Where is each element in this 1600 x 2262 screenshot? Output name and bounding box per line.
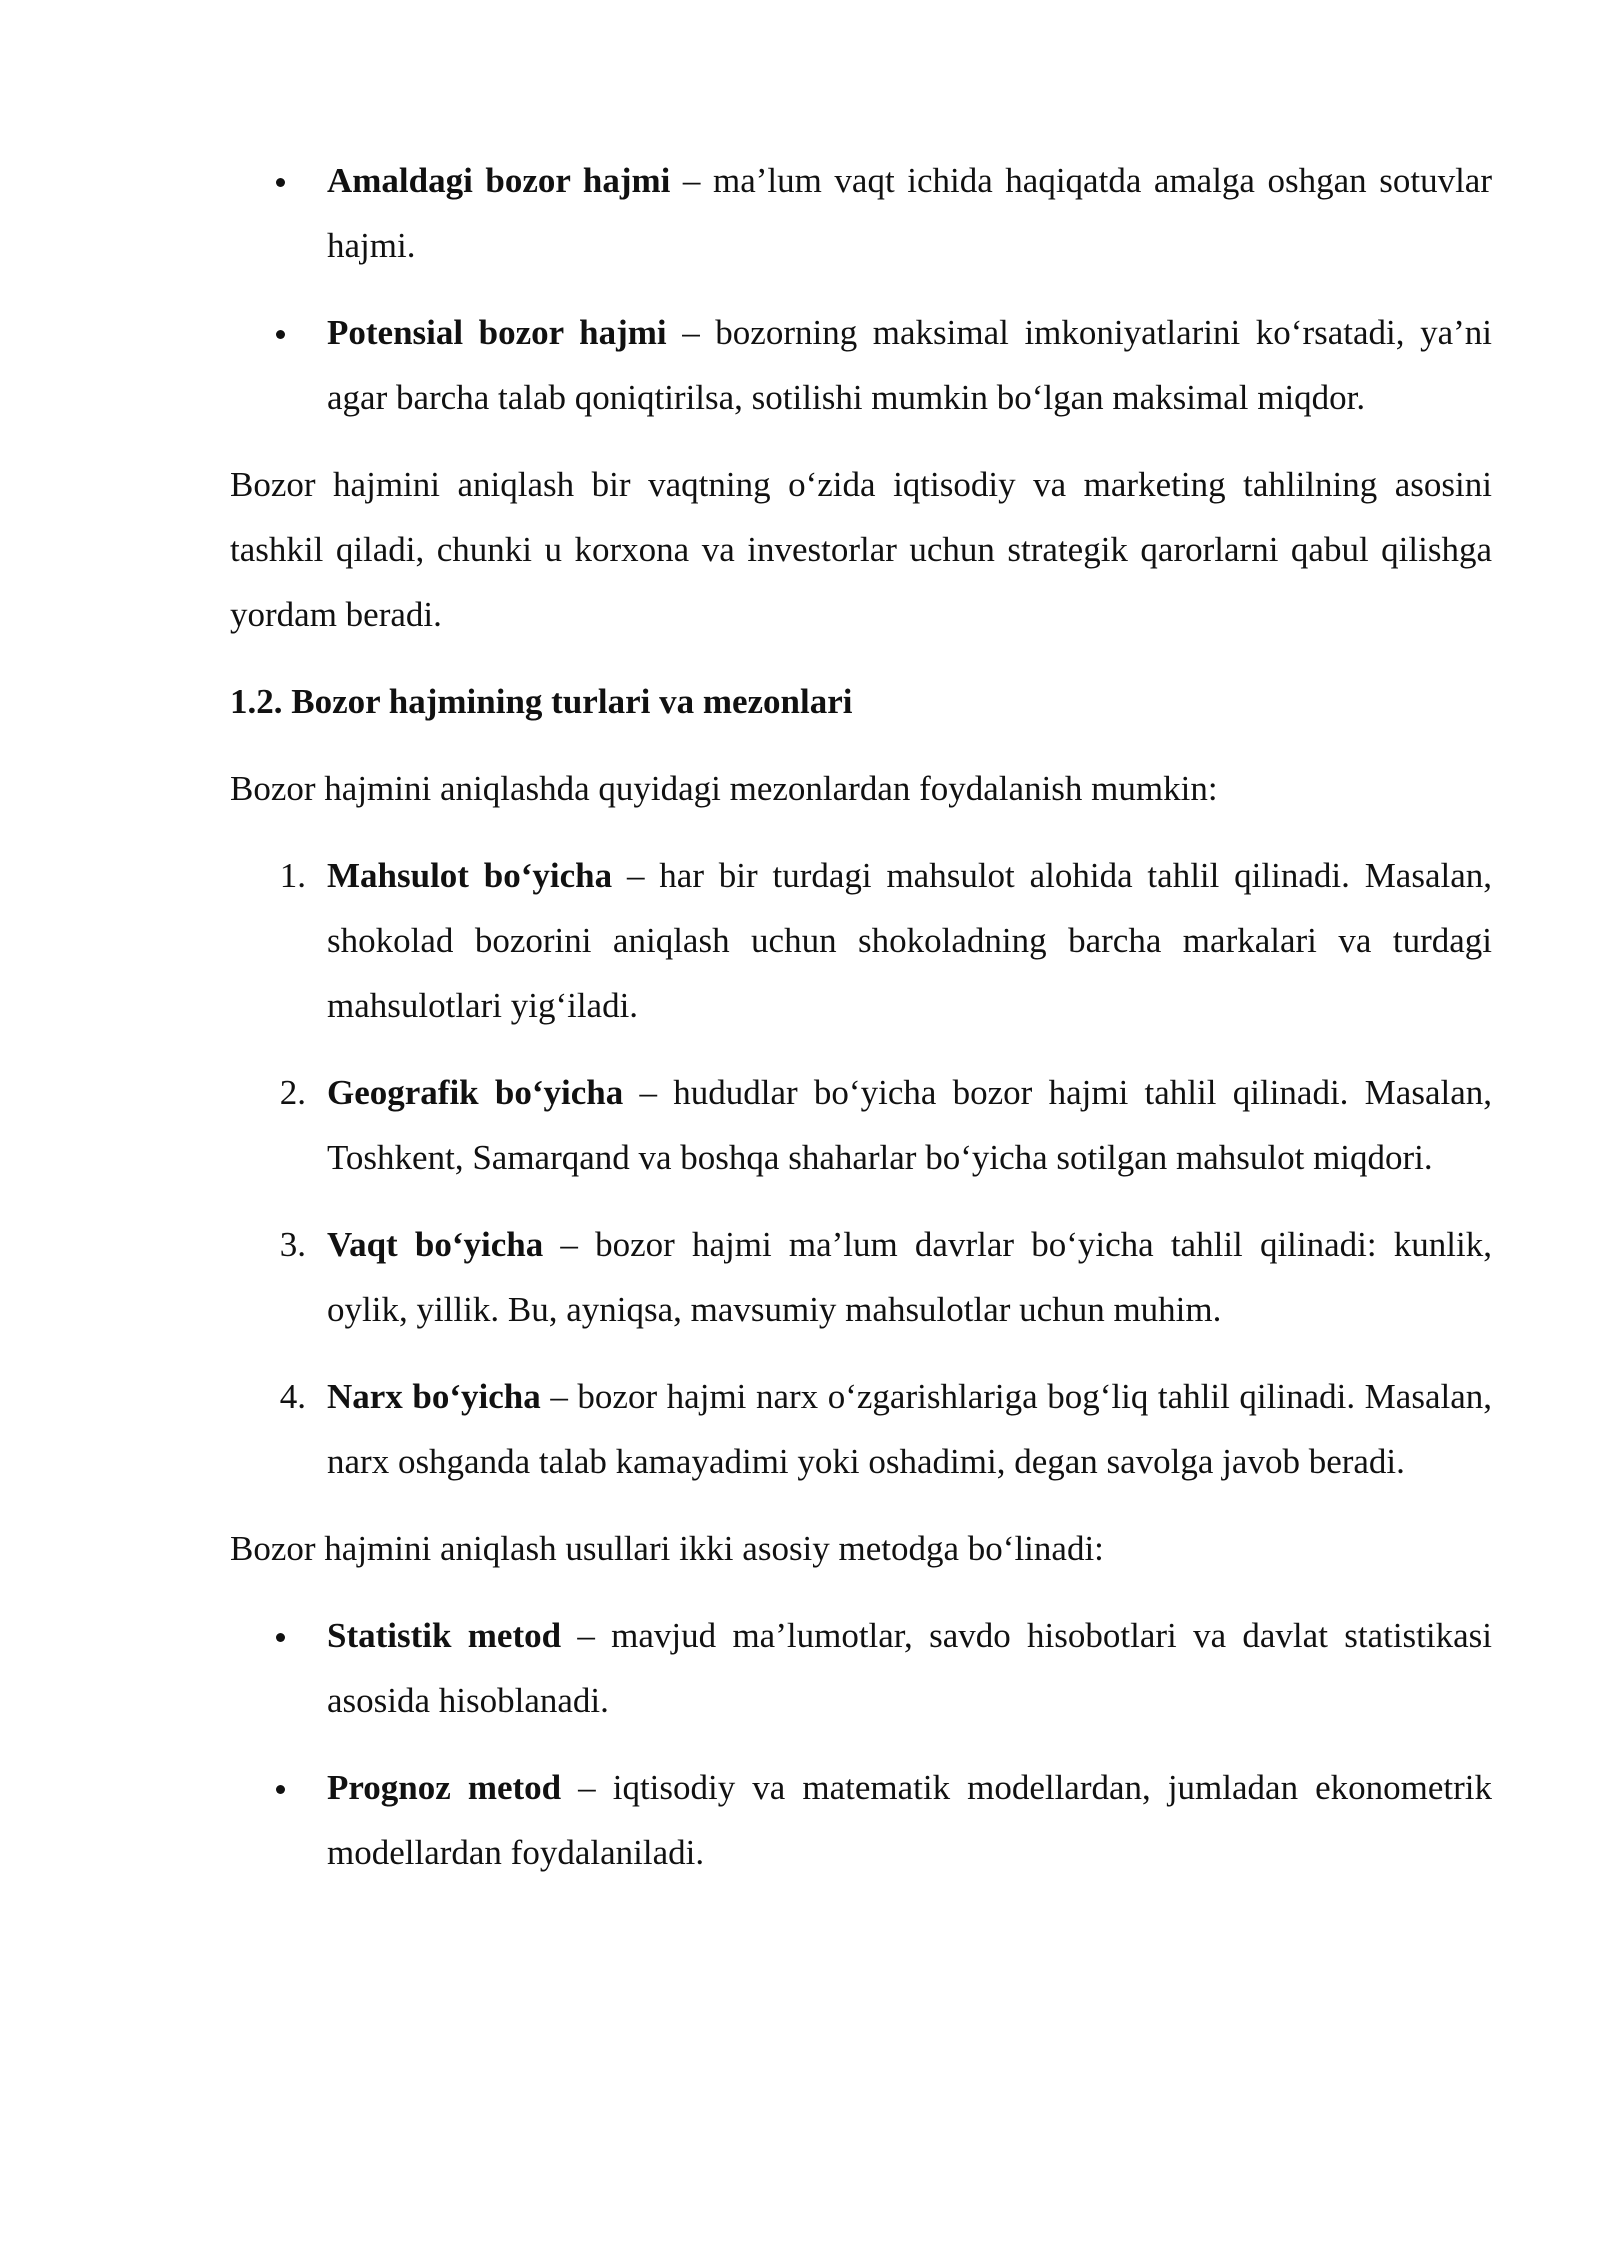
bullet-text: – ma’lum vaqt ichida haqiqatda amalga oshgan sotuvlar hajmi. (327, 161, 1492, 265)
bullet-text: – iqtisodiy va matematik modellardan, jumladan ekonometrik modellardan foydalaniladi. (327, 1768, 1492, 1872)
bullet-item (230, 300, 1492, 430)
item-number: 1. (279, 856, 306, 895)
numbered-item (230, 1212, 1492, 1342)
item-term: Geografik bo‘yicha (327, 1073, 624, 1112)
numbered-item (230, 843, 1492, 1038)
item-number: 4. (279, 1377, 306, 1416)
bullet-term: Amaldagi bozor hajmi (327, 161, 671, 200)
item-number: 2. (279, 1073, 306, 1112)
bullet-dot-icon (276, 330, 285, 339)
item-term: Narx bo‘yicha (327, 1377, 541, 1416)
numbered-item (230, 1364, 1492, 1494)
paragraph-market-analysis: Bozor hajmini aniqlash bir vaqtning o‘zida iqtisodiy va marketing tahlilning asosini tashkil qiladi, chunki u korxona va investorlar uchun strategik qarorlarni qabul qilishga yordam beradi. (230, 465, 1492, 634)
item-term: Vaqt bo‘yicha (327, 1225, 544, 1264)
bullet-term: Prognoz metod (327, 1768, 562, 1807)
item-text: – bozor hajmi ma’lum davrlar bo‘yicha tahlil qilinadi: kunlik, oylik, yillik. Bu, ayniqsa, mavsumiy mahsulotlar uchun muhim. (327, 1225, 1492, 1329)
bullet-item (230, 1603, 1492, 1733)
item-text: – har bir turdagi mahsulot alohida tahlil qilinadi. Masalan, shokolad bozorini aniqlash uchun shokoladning barcha markalari va turdagi mahsulotlari yig‘iladi. (327, 856, 1493, 1025)
item-text: – bozor hajmi narx o‘zgarishlariga bog‘liq tahlil qilinadi. Masalan, narx oshganda talab kamayadimi yoki oshadimi, degan savolga javob beradi. (327, 1377, 1493, 1481)
document-page (230, 148, 1492, 1907)
numbered-list-criteria (230, 843, 1492, 1494)
bullet-item (230, 148, 1492, 278)
section-heading: 1.2. Bozor hajmining turlari va mezonlari (230, 682, 853, 721)
bullet-text: – bozorning maksimal imkoniyatlarini ko‘rsatadi, ya’ni agar barcha talab qoniqtirilsa, sotilishi mumkin bo‘lgan maksimal miqdor. (327, 313, 1492, 417)
bullet-dot-icon (276, 1633, 285, 1642)
paragraph-criteria-intro: Bozor hajmini aniqlashda quyidagi mezonlardan foydalanish mumkin: (230, 769, 1218, 808)
bullet-term: Statistik metod (327, 1616, 562, 1655)
item-number: 3. (279, 1225, 306, 1264)
bullet-item (230, 1755, 1492, 1885)
bullet-term: Potensial bozor hajmi (327, 313, 667, 352)
paragraph-methods-intro: Bozor hajmini aniqlash usullari ikki asosiy metodga bo‘linadi: (230, 1529, 1104, 1568)
bullet-text: – mavjud ma’lumotlar, savdo hisobotlari va davlat statistikasi asosida hisoblanadi. (327, 1616, 1492, 1720)
bullet-list-market-volume (230, 148, 1492, 430)
item-term: Mahsulot bo‘yicha (327, 856, 613, 895)
item-text: – hududlar bo‘yicha bozor hajmi tahlil qilinadi. Masalan, Toshkent, Samarqand va boshqa shaharlar bo‘yicha sotilgan mahsulot miqdori. (327, 1073, 1492, 1177)
bullet-dot-icon (276, 1785, 285, 1794)
bullet-list-methods (230, 1603, 1492, 1885)
bullet-dot-icon (276, 178, 285, 187)
numbered-item (230, 1060, 1492, 1190)
